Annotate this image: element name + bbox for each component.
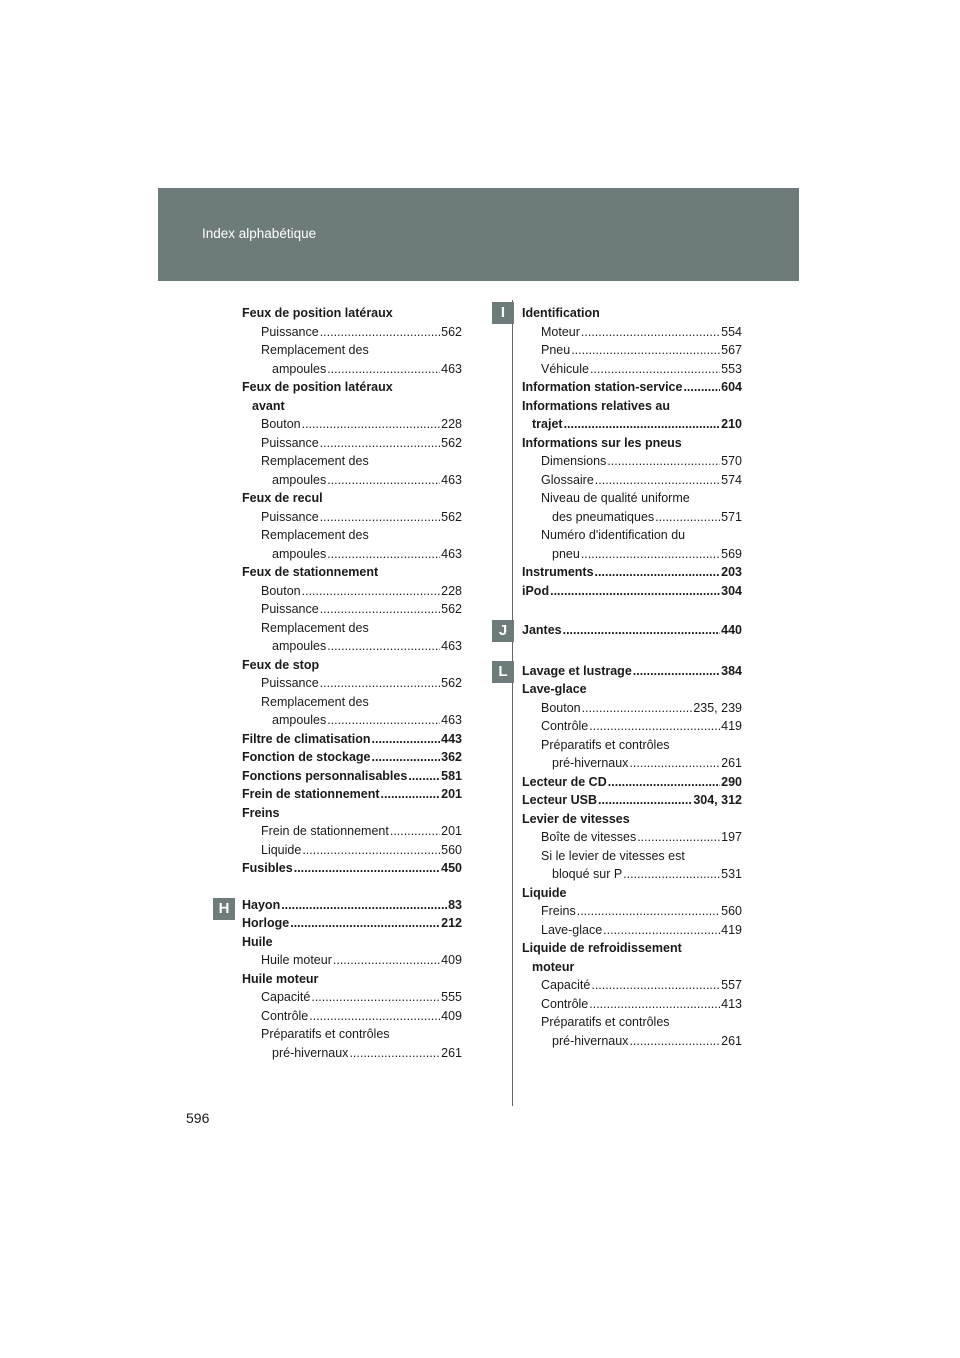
index-entry-main: Instruments ..... 203 (522, 563, 742, 582)
index-entry: ampoules ..... 463 (242, 711, 462, 730)
index-heading: Informations sur les pneus (522, 435, 682, 450)
index-subheading: Si le levier de vitesses est (541, 848, 685, 863)
index-heading: Liquide de refroidissement (522, 941, 682, 955)
index-subheading: Remplacement des (261, 694, 369, 709)
index-entry: Véhicule ..... 553 (522, 360, 742, 379)
index-entry: bloqué sur P ..... 531 (522, 865, 742, 884)
index-entry: Pneu ..... 567 (522, 341, 742, 360)
index-subheading: Numéro d'identification du (541, 528, 686, 542)
index-entry-main: Information station-service ..... 604 (522, 378, 742, 397)
index-heading: Freins (242, 805, 280, 820)
index-entry: Puissance ..... 562 (242, 434, 462, 453)
index-entry-main: Frein de stationnement ..... 201 (242, 785, 462, 804)
header-title: Index alphabétique (202, 226, 317, 241)
section-tab-j: J (492, 620, 514, 642)
index-entry-main: Fusibles ..... 450 (242, 859, 462, 878)
section-tab-h: H (213, 898, 235, 920)
index-entry: ampoules ..... 463 (242, 360, 462, 379)
index-entry: ampoules ..... 463 (242, 545, 462, 564)
index-entry-main: iPod ..... 304 (522, 582, 742, 601)
index-entry-main: Lecteur de CD ..... 290 (522, 773, 742, 792)
index-entry-main: Hayon ..... 83 (242, 896, 462, 915)
page-number: 596 (186, 1110, 210, 1126)
index-heading: Levier de vitesses (522, 811, 630, 826)
index-heading-continued: avant (252, 398, 285, 413)
index-entry: ampoules ..... 463 (242, 471, 462, 490)
index-entry: Bouton ..... 235, 239 (522, 699, 742, 718)
index-entry: Glossaire ..... 574 (522, 471, 742, 490)
index-subheading: Niveau de qualité uniforme (541, 491, 690, 505)
index-heading: Liquide (522, 885, 567, 900)
index-entry: Puissance ..... 562 (242, 674, 462, 693)
index-subheading: Préparatifs et contrôles (261, 1027, 390, 1041)
index-entry-main: Lavage et lustrage ..... 384 (522, 662, 742, 681)
page-header (158, 188, 799, 281)
index-subheading: Remplacement des (261, 454, 369, 468)
index-entry: pré-hivernaux ..... 261 (522, 754, 742, 773)
index-entry-main: trajet ..... 210 (522, 415, 742, 434)
index-column-left (242, 304, 462, 1062)
index-column-right (522, 304, 742, 1050)
index-heading: Lave-glace (522, 682, 587, 696)
index-entry: Bouton ..... 228 (242, 415, 462, 434)
index-entry-main: Filtre de climatisation ..... 443 (242, 730, 462, 749)
index-subheading: Préparatifs et contrôles (541, 737, 670, 752)
index-heading: Feux de stationnement (242, 565, 379, 579)
index-entry: Puissance ..... 562 (242, 600, 462, 619)
index-entry: Liquide ..... 560 (242, 841, 462, 860)
index-entry: Bouton ..... 228 (242, 582, 462, 601)
index-subheading: Remplacement des (261, 343, 369, 357)
index-heading: Identification (522, 306, 600, 320)
index-entry: Puissance ..... 562 (242, 323, 462, 342)
index-subheading: Remplacement des (261, 620, 369, 635)
index-entry-main: Fonctions personnalisables ..... 581 (242, 767, 462, 786)
index-entry: pneu ..... 569 (522, 545, 742, 564)
index-entry: Puissance ..... 562 (242, 508, 462, 527)
section-tab-l: L (492, 661, 514, 683)
index-heading: Feux de position latéraux (242, 380, 393, 394)
index-heading: Huile moteur (242, 971, 319, 986)
index-entry: Moteur ..... 554 (522, 323, 742, 342)
column-divider (512, 300, 513, 1106)
index-entry: des pneumatiques ..... 571 (522, 508, 742, 527)
index-entry-main: Lecteur USB ..... 304, 312 (522, 791, 742, 810)
index-entry: Contrôle ..... 419 (522, 717, 742, 736)
index-subheading: Préparatifs et contrôles (541, 1015, 670, 1029)
index-entry: pré-hivernaux ..... 261 (242, 1044, 462, 1063)
index-entry: Capacité ..... 555 (242, 988, 462, 1007)
index-entry: Contrôle ..... 409 (242, 1007, 462, 1026)
index-heading: Feux de stop (242, 657, 320, 672)
index-entry: Freins ..... 560 (522, 902, 742, 921)
index-entry: Capacité ..... 557 (522, 976, 742, 995)
index-entry: Boîte de vitesses ..... 197 (522, 828, 742, 847)
index-entry: Contrôle ..... 413 (522, 995, 742, 1014)
index-entry: Dimensions ..... 570 (522, 452, 742, 471)
index-heading: Feux de recul (242, 491, 323, 505)
index-heading: Informations relatives au (522, 398, 670, 413)
index-entry: Huile moteur ..... 409 (242, 951, 462, 970)
index-entry: ampoules ..... 463 (242, 637, 462, 656)
index-entry-main: Fonction de stockage ..... 362 (242, 748, 462, 767)
index-heading: Feux de position latéraux (242, 306, 393, 320)
index-heading-continued: moteur (532, 959, 575, 974)
index-entry: Lave-glace ..... 419 (522, 921, 742, 940)
index-entry-main: Jantes ..... 440 (522, 621, 742, 640)
index-entry: Frein de stationnement ..... 201 (242, 822, 462, 841)
index-subheading: Remplacement des (261, 528, 369, 542)
section-tab-i: I (492, 302, 514, 324)
index-heading: Huile (242, 934, 273, 949)
index-entry-main: Horloge ..... 212 (242, 914, 462, 933)
index-entry: pré-hivernaux ..... 261 (522, 1032, 742, 1051)
